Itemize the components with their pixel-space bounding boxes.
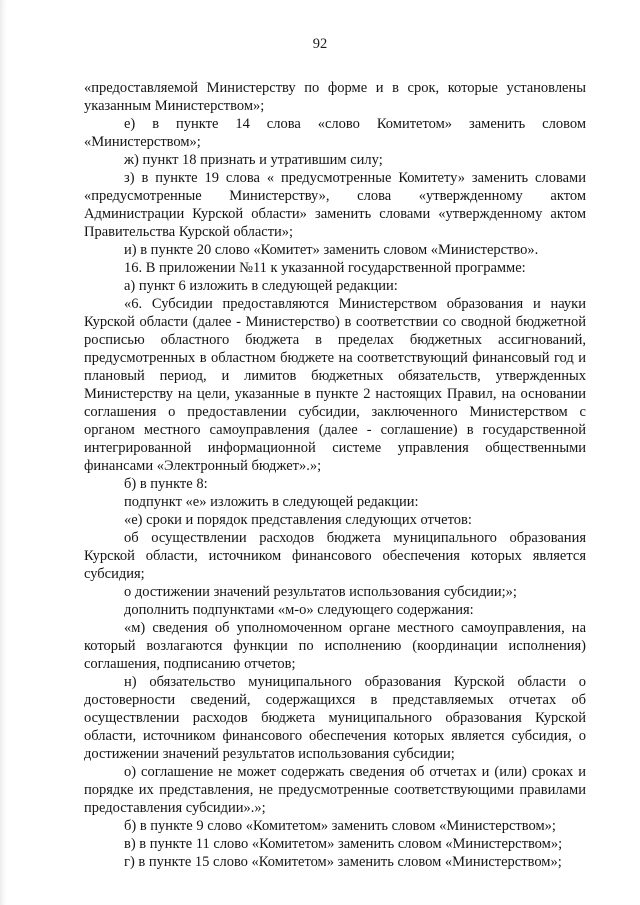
paragraph-item-i: и) в пункте 20 слово «Комитет» заменить словом «Министерство». xyxy=(124,242,539,258)
paragraph-item-zh: ж) пункт 18 признать и утратившим силу; xyxy=(124,152,383,168)
paragraph-item-b-point-8: б) в пункте 8: xyxy=(124,476,208,492)
paragraph-item-v-point-11: в) в пункте 11 слово «Комитетом» заменить словом «Министерством»; xyxy=(124,836,563,852)
paragraph-subitem-n: н) обязательство муниципального образования Курской области о достоверности сведений, содержащихся в представляемых отчетах об осуществлении расходов бюджета муниципального образования Курской области, источником финансового обеспечения которых является субсидия, о достижении значений результатов использования субсидии; xyxy=(84,674,586,762)
paragraph-subitem-m: «м) сведения об уполномоченном органе местного самоуправления, на который возлагаются функции по исполнению (координации исполнения) соглашения, подписанию отчетов; xyxy=(84,620,586,672)
paragraph-point-6-text: «6. Субсидии предоставляются Министерством образования и науки Курской области (далее - Министерство) в соответствии со сводной бюджетной росписью областного бюджета в пределах бюджетных ассигнований, предусмотренных в областном бюджете на соответствующий финансовый год и плановый период, и лимитов бюджетных обязательств, утвержденных Министерству на цели, указанные в пункте 2 настоящих Правил, на основании соглашения о предоставлении субсидии, заключенного Министерством с органом местного самоуправления (далее - соглашение) в государственной интегрированной информационной системе управления общественными финансами «Электронный бюджет».»; xyxy=(84,296,586,474)
paragraph-section-16: 16. В приложении №11 к указанной государственной программе: xyxy=(124,260,526,276)
paragraph-continuation: «предоставляемой Министерству по форме и в срок, которые установлены указанным Министерством»; xyxy=(84,80,586,114)
paragraph-item-g-point-15: г) в пункте 15 слово «Комитетом» заменить словом «Министерством»; xyxy=(124,854,562,870)
paragraph-report-results: о достижении значений результатов использования субсидии;»; xyxy=(124,584,517,600)
paragraph-subitem-e-text: «е) сроки и порядок представления следующих отчетов: xyxy=(124,512,472,528)
paragraph-item-e: е) в пункте 14 слова «слово Комитетом» заменить словом «Министерством»; xyxy=(84,116,586,150)
paragraph-item-a: а) пункт 6 изложить в следующей редакции: xyxy=(124,278,398,294)
paragraph-item-b-point-9: б) в пункте 9 слово «Комитетом» заменить словом «Министерством»; xyxy=(124,818,556,834)
paragraph-report-expenses: об осуществлении расходов бюджета муниципального образования Курской области, источником финансового обеспечения которых является субсидия; xyxy=(84,530,586,582)
page-number: 92 xyxy=(312,36,328,52)
paragraph-subitem-o: о) соглашение не может содержать сведения об отчетах и (или) сроках и порядке их представления, не предусмотренные соответствующими правилами предоставления субсидии».»; xyxy=(84,764,586,816)
paragraph-item-z: з) в пункте 19 слова « предусмотренные Комитету» заменить словами «предусмотренные Министерству», слова «утвержденному актом Администрации Курской области» заменить словами «утвержденному актом Правительства Курской области»; xyxy=(84,170,586,240)
paragraph-subitem-e-intro: подпункт «е» изложить в следующей редакции: xyxy=(124,494,419,510)
document-body xyxy=(84,79,586,871)
paragraph-add-subitems: дополнить подпунктами «м-о» следующего содержания: xyxy=(124,602,474,618)
